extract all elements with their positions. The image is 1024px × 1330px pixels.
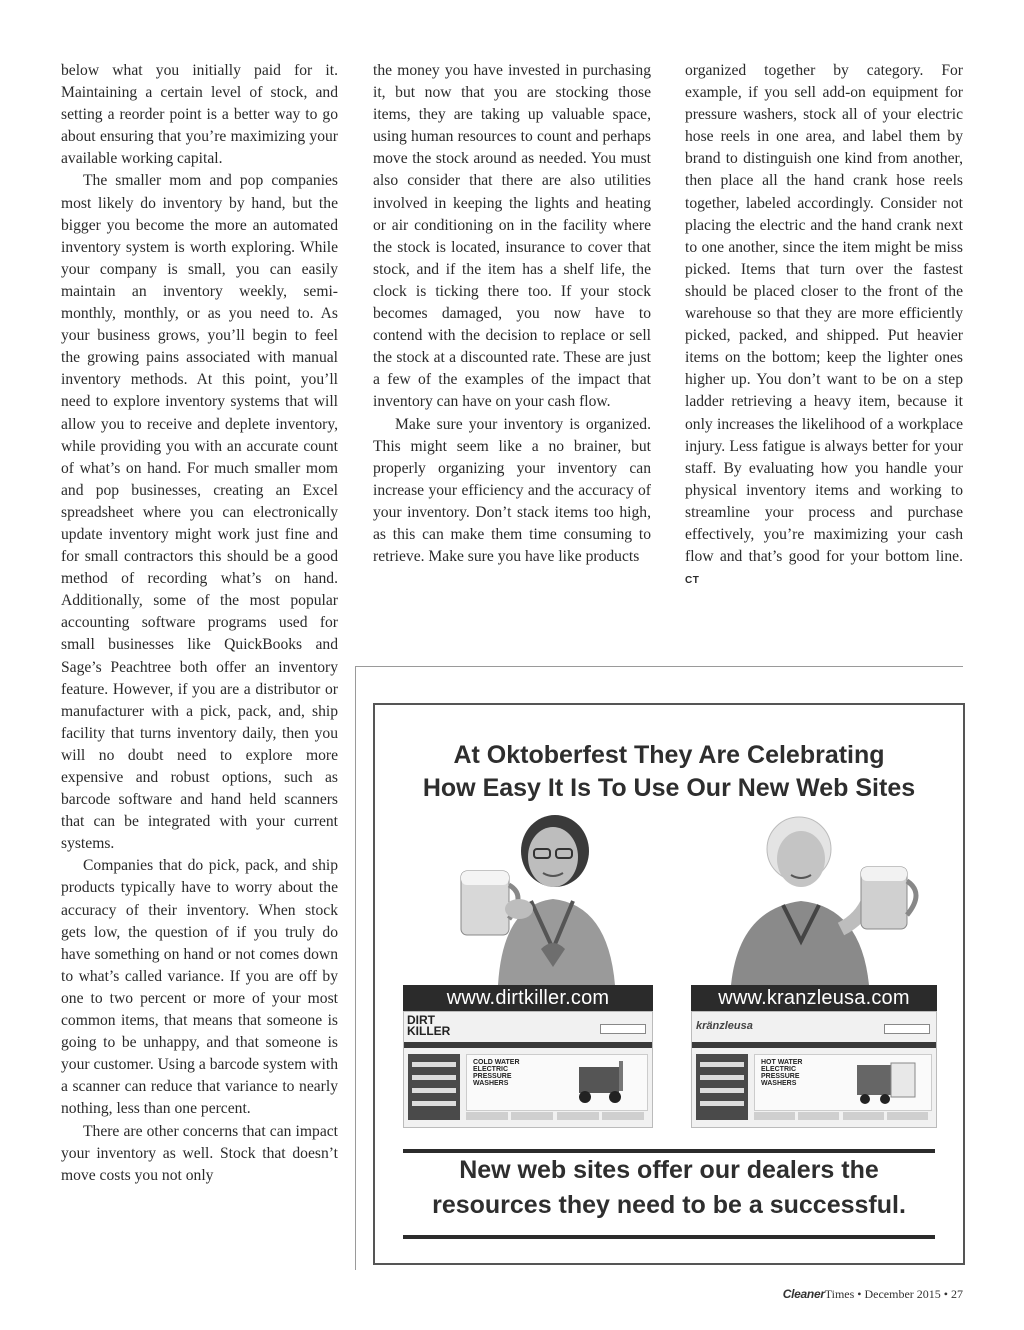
search-box [884, 1024, 930, 1034]
kranzleusa-url-banner: www.kranzleusa.com [691, 985, 937, 1011]
search-box [600, 1024, 646, 1034]
article-column-1 [61, 60, 338, 1187]
paragraph: Companies that do pick, pack, and ship products typically have to worry about the accuracy of their inventory. When stock gets low, the question of if you truly do have something on hand or not comes down to what’s called variance. If you are off by one to two percent or more of your most common items, that means that someone is going to be unhappy, and that someone is your customer. Using a barcode system with a scanner can reduce that variance to nearly nothing, less than one percent. [61, 857, 338, 1118]
nav-bar [692, 1042, 936, 1048]
divider-horizontal [355, 666, 963, 667]
nav-bar [404, 1042, 652, 1048]
hero-title: COLD WATER ELECTRIC PRESSURE WASHERS [473, 1059, 520, 1087]
paragraph-text: organized together by category. For example, if you sell add-on equipment for pressure washers, stock all of your electric hose reels in one area, and label them by brand to distinguish one kind from another, then place all the hand crank hose reels together, labeled accordingly. Consider not placing the electric and the hand crank next to one another, since the item might be miss picked. Items that turn over the fastest should be placed closer to the front of the warehouse so that they are more efficiently picked, packed, and shipped. Put heavier items on the bottom; keep the lighter ones higher up. You don’t want to be on a step ladder retrieving a heavy item, because it only increases the likelihood of a workplace injury. Less fatigue is always better for your staff. By evaluating how you handle your physical inventory items and working to streamline your process and purchase effectively, you’re maximizing your cash flow and that’s good for your bottom line. [685, 62, 963, 566]
paragraph: the money you have invested in purchasing it, but now that you are stocking those items, they are taking up valuable space, using human resources to count and perhaps move the stock around as needed. You must also consider that there are also utilities involved in keeping the lights and heating or air conditioning on in the facility where the stock is located, insurance to cover that stock, and if the item has a shelf life, the clock is ticking there too. If your stock becomes damaged, you now have to contend with the decision to replace or sell the stock at a discounted rate. These are just a few of the examples of the impact that inventory can have on your cash flow. [373, 62, 651, 411]
issue-date: December 2015 [864, 1287, 941, 1301]
ad-footer [375, 1153, 963, 1223]
paragraph: below what you initially paid for it. Maintaining a certain level of stock, and setting a reorder point is a better way to go about ensuring that you’re maximizing your available working capital. [61, 62, 338, 168]
photo-woman-with-beer-stein-right [691, 809, 939, 985]
dirtkiller-logo [407, 1015, 450, 1037]
pressure-washer-icon [567, 1059, 637, 1105]
ad-divider [403, 1235, 935, 1239]
hero-banner [754, 1054, 932, 1111]
quick-search-panel [696, 1054, 748, 1120]
ad-headline-line: At Oktoberfest They Are Celebrating [453, 741, 885, 769]
ad-headline-line: How Easy It Is To Use Our New Web Sites [422, 774, 916, 802]
category-tabs [754, 1112, 932, 1122]
pressure-washer-icon [851, 1059, 921, 1105]
publication-brand: Cleaner [782, 1287, 825, 1301]
end-mark: CT [685, 575, 700, 587]
paragraph: Make sure your inventory is organized. This might seem like a no brainer, but properly organizing your inventory can increase your efficiency and the accuracy of your inventory. Don’t stack items too high, as this can make them time consuming to retrieve. Make sure you have like products [373, 415, 651, 566]
kranzleusa-website-screenshot [691, 1011, 937, 1128]
publication-name: Times [824, 1287, 855, 1301]
dirtkiller-url-banner: www.dirtkiller.com [403, 985, 653, 1011]
hero-title: HOT WATER ELECTRIC PRESSURE WASHERS [761, 1059, 803, 1087]
quick-search-panel [408, 1054, 460, 1120]
paragraph [685, 60, 963, 592]
hero-banner [466, 1054, 648, 1111]
dirtkiller-website-screenshot [403, 1011, 653, 1128]
logo-line: DIRT [407, 1013, 435, 1027]
photo-woman-with-beer-stein-left [403, 809, 653, 985]
kranzleusa-logo: kränzleusa [696, 1020, 753, 1032]
ad-headline [375, 739, 963, 805]
article-column-3 [685, 60, 963, 592]
category-tabs [466, 1112, 648, 1122]
logo-line: KILLER [407, 1024, 451, 1038]
page-folio [783, 1287, 963, 1302]
folio-separator: • [857, 1287, 862, 1301]
advertisement [373, 703, 965, 1265]
page-number: 27 [951, 1287, 963, 1301]
divider-vertical [355, 666, 356, 1270]
article-column-2 [373, 60, 651, 568]
paragraph: There are other concerns that can impact your inventory as well. Stock that doesn’t move costs you not only [61, 1122, 338, 1184]
ad-footer-line: New web sites offer our dealers the [459, 1156, 879, 1184]
folio-separator: • [943, 1287, 948, 1301]
ad-footer-line: resources they need to be a successful. [432, 1191, 906, 1219]
paragraph: The smaller mom and pop companies most likely do inventory by hand, but the bigger you become the more an automated inventory system is worth exploring. While your company is small, you can easily maintain an inventory weekly, semi-monthly, monthly, or as you need to. As your business grows, you’ll begin to feel the growing pains associated with manual inventory methods. At this point, you’ll need to explore inventory systems that will allow you to receive and deplete inventory, while providing you with an accurate count of what’s on hand. For much smaller mom and pop businesses, creating an Excel spreadsheet where you can electronically update inventory might work just fine and for small contractors this should be a good method of recording what’s on hand. Additionally, some of the most popular accounting software programs used for small businesses like QuickBooks and Sage’s Peachtree both offer an inventory feature. However, if you are a distributor or manufacturer with a pick, pack, and, ship facility that turns inventory daily, then you will no doubt need to explore more expensive and robust options, such as barcode software and hand held scanners that can be integrated with your current systems. [61, 172, 338, 853]
